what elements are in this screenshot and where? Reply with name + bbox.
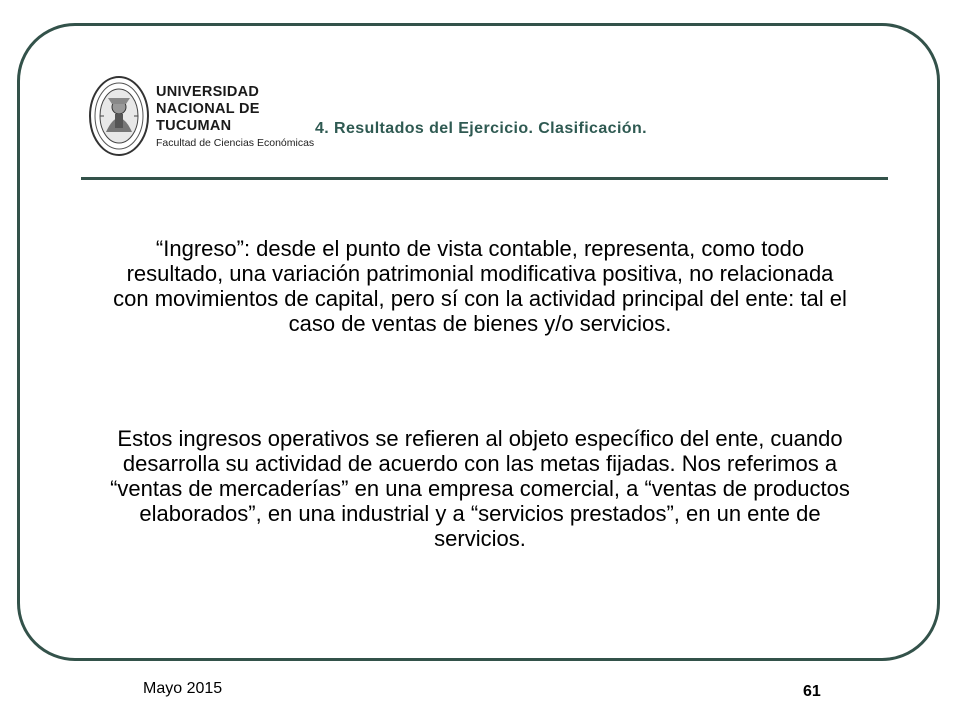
title-divider bbox=[81, 177, 888, 180]
footer-date: Mayo 2015 bbox=[143, 680, 223, 697]
university-logo bbox=[88, 74, 315, 158]
slide-title: 4. Resultados del Ejercicio. Clasificación. bbox=[315, 120, 647, 137]
logo-text-line-2: NACIONAL DE bbox=[156, 101, 260, 117]
paragraph-ingresos-operativos: Estos ingresos operativos se refieren al objeto específico del ente, cuando desarrolla su actividad de acuerdo con las metas fijadas. Nos referimos a “ventas de mercaderías” en una empresa comercial, a “ventas de productos elaborados”, en una industrial y a “servicios prestados”, en un ente de servicios. bbox=[110, 426, 850, 551]
logo-text-line-1: UNIVERSIDAD bbox=[156, 84, 260, 100]
paragraph-ingreso: “Ingreso”: desde el punto de vista contable, representa, como todo resultado, una variación patrimonial modificativa positiva, no relacionada con movimientos de capital, pero sí con la actividad principal del ente: tal el caso de ventas de bienes y/o servicios. bbox=[113, 236, 847, 336]
university-seal-icon bbox=[88, 74, 150, 158]
logo-text-line-4: Facultad de Ciencias Económicas bbox=[156, 137, 315, 149]
page-number: 61 bbox=[803, 683, 821, 700]
logo-text-line-3: TUCUMAN bbox=[156, 118, 232, 134]
